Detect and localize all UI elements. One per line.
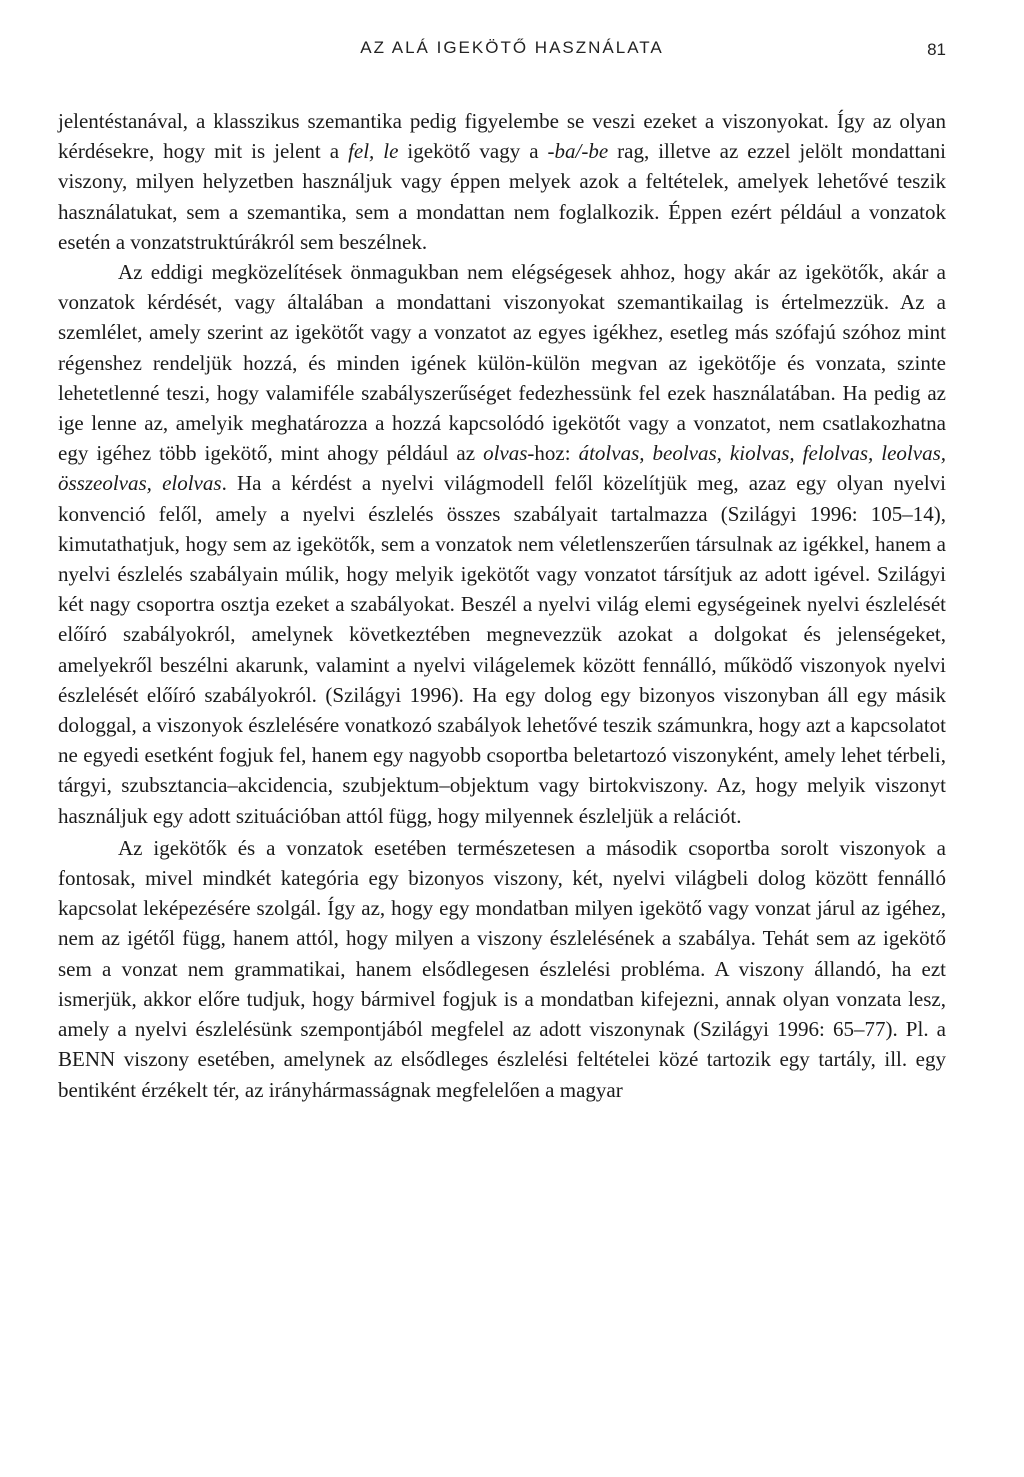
text-run: igekötő vagy a — [398, 139, 548, 164]
text-run-italic: olvas — [483, 441, 528, 466]
running-title: AZ ALÁ IGEKÖTŐ HASZNÁLATA — [360, 38, 664, 57]
text-run: rag, illetve az ezzel jelölt mondattani viszony, milyen helyzetben használjuk vagy éppen melyek azok a feltételek, amelyek lehetővé teszik használatukat, sem a szemantika, sem a mondattan nem foglalkozik. Éppen ezért például a vonzatok esetén a vonzatstruktúrákról sem beszélnek. — [58, 139, 946, 254]
text-run-italic: -ba/-be — [547, 139, 609, 164]
text-run-italic: átolvas, beolvas, kiolvas, felolvas, leolvas, összeolvas, elolvas — [58, 441, 946, 496]
page-number: 81 — [927, 40, 946, 59]
text-run: Az eddigi megközelítések önmagukban nem elégségesek ahhoz, hogy akár az igekötők, akár a vonzatok kérdését, vagy általában a mondattani viszonyokat szemantikailag is értelmezzük. Az a szemlélet, amely szerint az igekötőt vagy a vonzatot az egyes igékhez, esetleg más szófajú szóhoz mint régenshez rendeljük hozzá, és minden igének külön-külön megvan az igekötője és vonzata, szinte lehetetlenné teszi, hogy valamiféle szabályszerűséget fedezhessünk fel ezek használatában. Ha pedig az ige lenne az, amelyik meghatározza a hozzá kapcsolódó igekötőt vagy a vonzatot, nem csatlakozhatna egy igéhez több igekötő, mint ahogy például az — [58, 260, 946, 466]
body-text — [58, 106, 946, 1105]
text-run: Az igekötők és a vonzatok esetében természetesen a második csoportba sorolt viszonyok a fontosak, mivel mindkét kategória egy bizonyos viszony, két, nyelvi világbeli dolog között fennálló kapcsolat leképezésére szolgál. Így az, hogy egy mondatban milyen igekötő vagy vonzat járul az igéhez, nem az igétől függ, hanem attól, hogy milyen a viszony észlelésének a szabálya. Tehát sem az igekötő sem a vonzat nem grammatikai, hanem elsődlegesen észlelési probléma. A viszony állandó, ha ezt ismerjük, akkor előre tudjuk, hogy bármivel fogjuk is a mondatban kifejezni, annak olyan vonzata lesz, amely a nyelvi észlelésünk szempontjából megfelel az adott viszonynak (Szilágyi 1996: 65–77). Pl. a BENN viszony esetében, amelynek az elsődleges észlelési feltételei közé tartozik egy tartály, ill. egy bentiként érzékelt tér, az irányhármasságnak megfelelően a magyar — [58, 835, 946, 1102]
paragraph-2 — [58, 257, 946, 831]
paragraph-3 — [58, 833, 946, 1105]
paragraph-1 — [58, 106, 946, 257]
text-run-italic: fel, le — [348, 139, 399, 164]
text-run: jelentéstanával, a klasszikus szemantika pedig figyelembe se veszi ezeket a viszonyokat. Így az olyan kérdésekre, hogy mit is jelent a — [58, 109, 946, 164]
text-run: -hoz: — [527, 441, 579, 466]
text-run: . Ha a kérdést a nyelvi világmodell felől közelítjük meg, azaz egy olyan nyelvi konvenció felől, amely a nyelvi észlelés összes szabályait tartalmazza (Szilágyi 1996: 105–14), kimutathatjuk, hogy sem az igekötők, sem a vonzatok nem véletlenszerűen társulnak az igékkel, hanem a nyelvi észlelés szabályain múlik, hogy melyik igekötőt vagy vonzatot társítjuk az adott igével. Szilágyi két nagy csoportra osztja ezeket a szabályokat. Beszél a nyelvi világ elemi egységeinek nyelvi észlelését előíró szabályokról, amelynek következtében megnevezzük azokat a dolgokat és jelenségeket, amelyekről beszélni akarunk, valamint a nyelvi világelemek között fennálló, működő viszonyok nyelvi észlelését előíró szabályokról. (Szilágyi 1996). Ha egy dolog egy bizonyos viszonyban áll egy másik dologgal, a viszonyok észlelésére vonatkozó szabályok lehetővé teszik számunkra, hogy azt a kapcsolatot ne egyedi esetként fogjuk fel, hanem egy nagyobb csoportba beletartozó viszonyként, amely lehet térbeli, tárgyi, szubsztancia–akcidencia, szubjektum–objektum vagy birtokviszony. Az, hogy melyik viszonyt használjuk egy adott szituációban attól függ, hogy milyennek észleljük a relációt. — [58, 471, 946, 828]
